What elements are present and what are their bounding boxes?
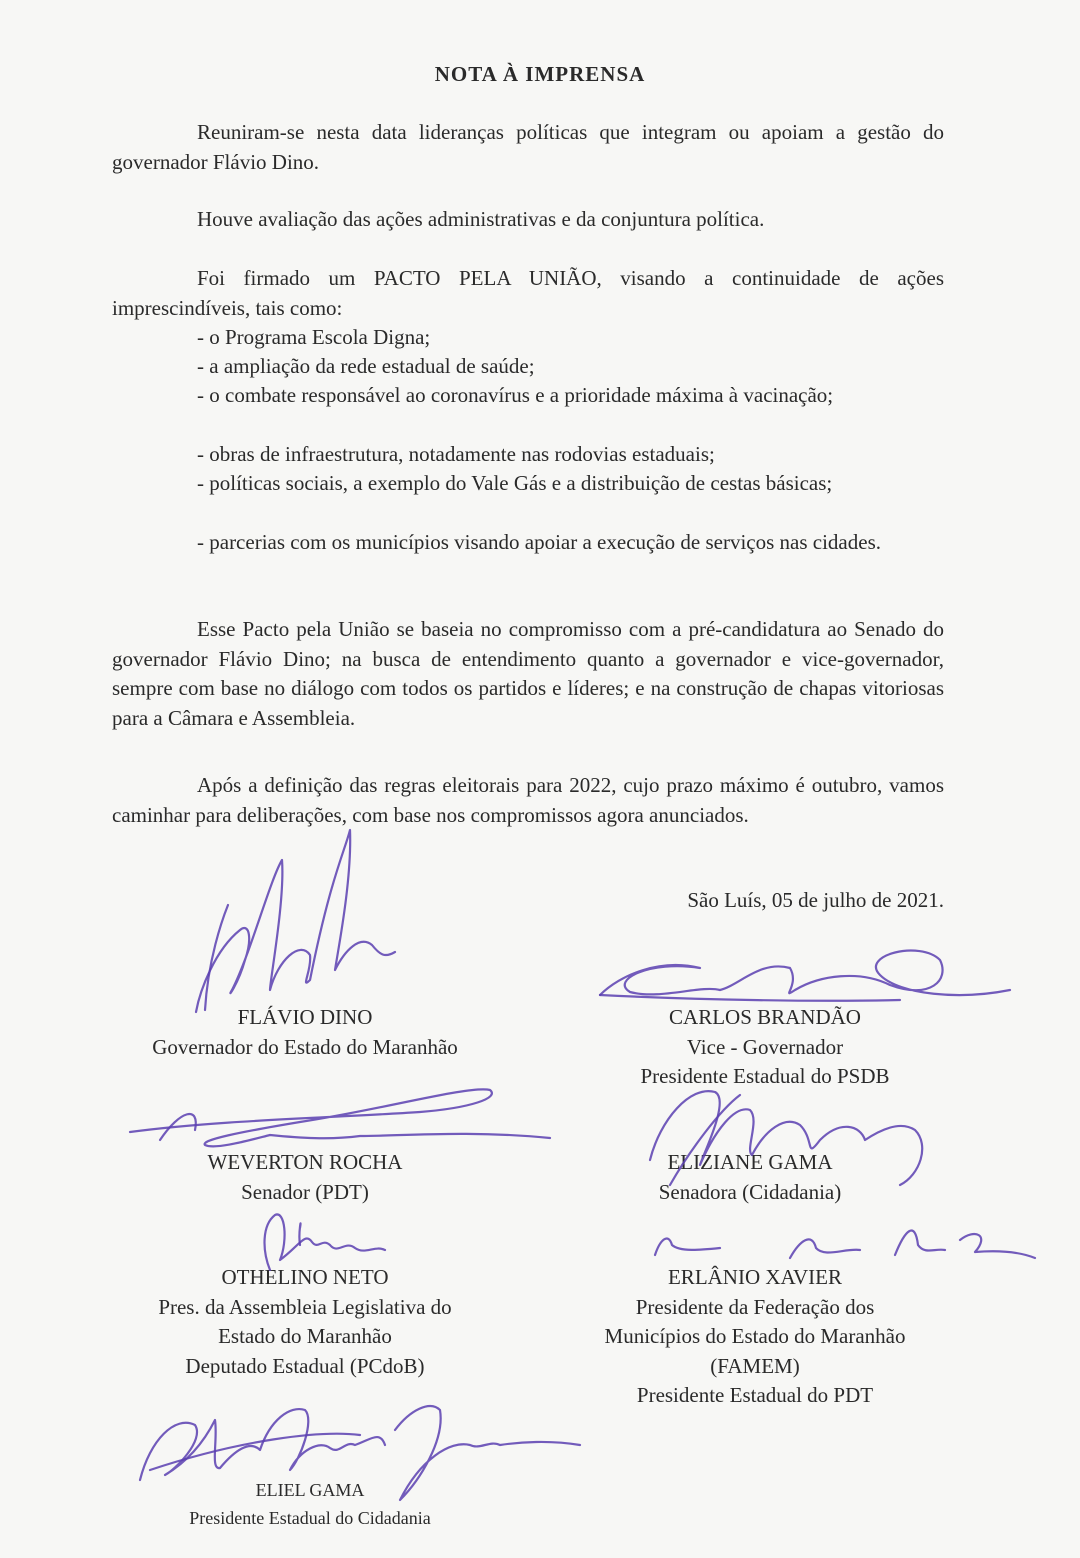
signatory-role: Senador (PDT) <box>241 1179 369 1204</box>
signature-flavio-dino <box>196 830 395 1012</box>
signatory-name: ELIEL GAMA <box>255 1480 365 1500</box>
signatory-role: Vice - Governador <box>686 1034 844 1059</box>
list-item: - o combate responsável ao coronavírus e a prioridade máxima à vacinação; <box>197 383 834 407</box>
signatory-role: Presidente Estadual do PDT <box>636 1383 874 1407</box>
signatory-name: OTHELINO NETO <box>221 1265 389 1289</box>
signatory-erlanio-xavier <box>550 1263 960 1411</box>
signature-carlos-brandao <box>600 951 1010 995</box>
signature-weverton-rocha <box>130 1089 550 1146</box>
signatory-name: ELIZIANE GAMA <box>667 1150 833 1174</box>
document-title: NOTA À IMPRENSA <box>434 62 646 86</box>
signature-erlanio-xavier <box>655 1231 1035 1258</box>
signatory-carlos-brandao <box>560 1003 970 1092</box>
signatory-othelino-neto <box>100 1263 510 1381</box>
list-item: - o Programa Escola Digna; <box>197 325 431 349</box>
list-item: - a ampliação da rede estadual de saúde; <box>197 354 535 378</box>
list-item: - obras de infraestrutura, notadamente nas rodovias estaduais; <box>197 442 715 466</box>
paragraph-evaluation: Houve avaliação das ações administrativas e da conjuntura política. <box>197 207 765 231</box>
list-item: - parcerias com os municípios visando apoiar a execução de serviços nas cidades. <box>197 530 881 554</box>
paragraph-basis: Esse Pacto pela União se baseia no compromisso com a pré-candidatura ao Senado do governador Flávio Dino; na busca de entendimento quanto a governador e vice-governador, sempre com base no diálogo com todos os partidos e líderes; e na construção de chapas vitoriosas para a Câmara e Assembleia. <box>112 617 944 730</box>
list-item: - políticas sociais, a exemplo do Vale Gás e a distribuição de cestas básicas; <box>197 471 833 495</box>
paragraph-pact: Foi firmado um PACTO PELA UNIÃO, visando a continuidade de ações imprescindíveis, tais como: <box>112 266 944 320</box>
date-line: São Luís, 05 de julho de 2021. <box>687 888 944 912</box>
signatory-weverton-rocha <box>100 1148 510 1207</box>
signatory-role: Pres. da Assembleia Legislativa do <box>158 1294 452 1319</box>
signatory-name: CARLOS BRANDÃO <box>669 1005 861 1029</box>
signatory-role: Senadora (Cidadania) <box>658 1179 842 1204</box>
paragraph-next-steps: Após a definição das regras eleitorais para 2022, cujo prazo máximo é outubro, vamos caminhar para deliberações, com base nos compromissos agora anunciados. <box>112 773 944 827</box>
signatory-role: Governador do Estado do Maranhão <box>152 1034 458 1059</box>
signatory-role: Presidente Estadual do PSDB <box>640 1064 890 1088</box>
signatory-role: Estado do Maranhão <box>218 1324 392 1348</box>
paragraph-intro: Reuniram-se nesta data lideranças políticas que integram ou apoiam a gestão do governador Flávio Dino. <box>112 120 944 174</box>
signatory-role: Municípios do Estado do Maranhão <box>604 1324 906 1348</box>
signature-othelino-neto <box>265 1214 385 1270</box>
signatory-role: Deputado Estadual (PCdoB) <box>185 1353 425 1378</box>
signatory-flavio-dino <box>100 1003 510 1062</box>
signatory-role: (FAMEM) <box>710 1353 800 1378</box>
signatory-name: FLÁVIO DINO <box>237 1005 373 1029</box>
signatory-role: Presidente da Federação dos <box>635 1294 875 1319</box>
signatory-name: WEVERTON ROCHA <box>207 1150 403 1174</box>
signatory-eliziane-gama <box>545 1148 955 1207</box>
signatory-eliel-gama <box>100 1476 520 1532</box>
signatory-role: Presidente Estadual do Cidadania <box>189 1508 431 1528</box>
signatory-name: ERLÂNIO XAVIER <box>667 1265 843 1289</box>
